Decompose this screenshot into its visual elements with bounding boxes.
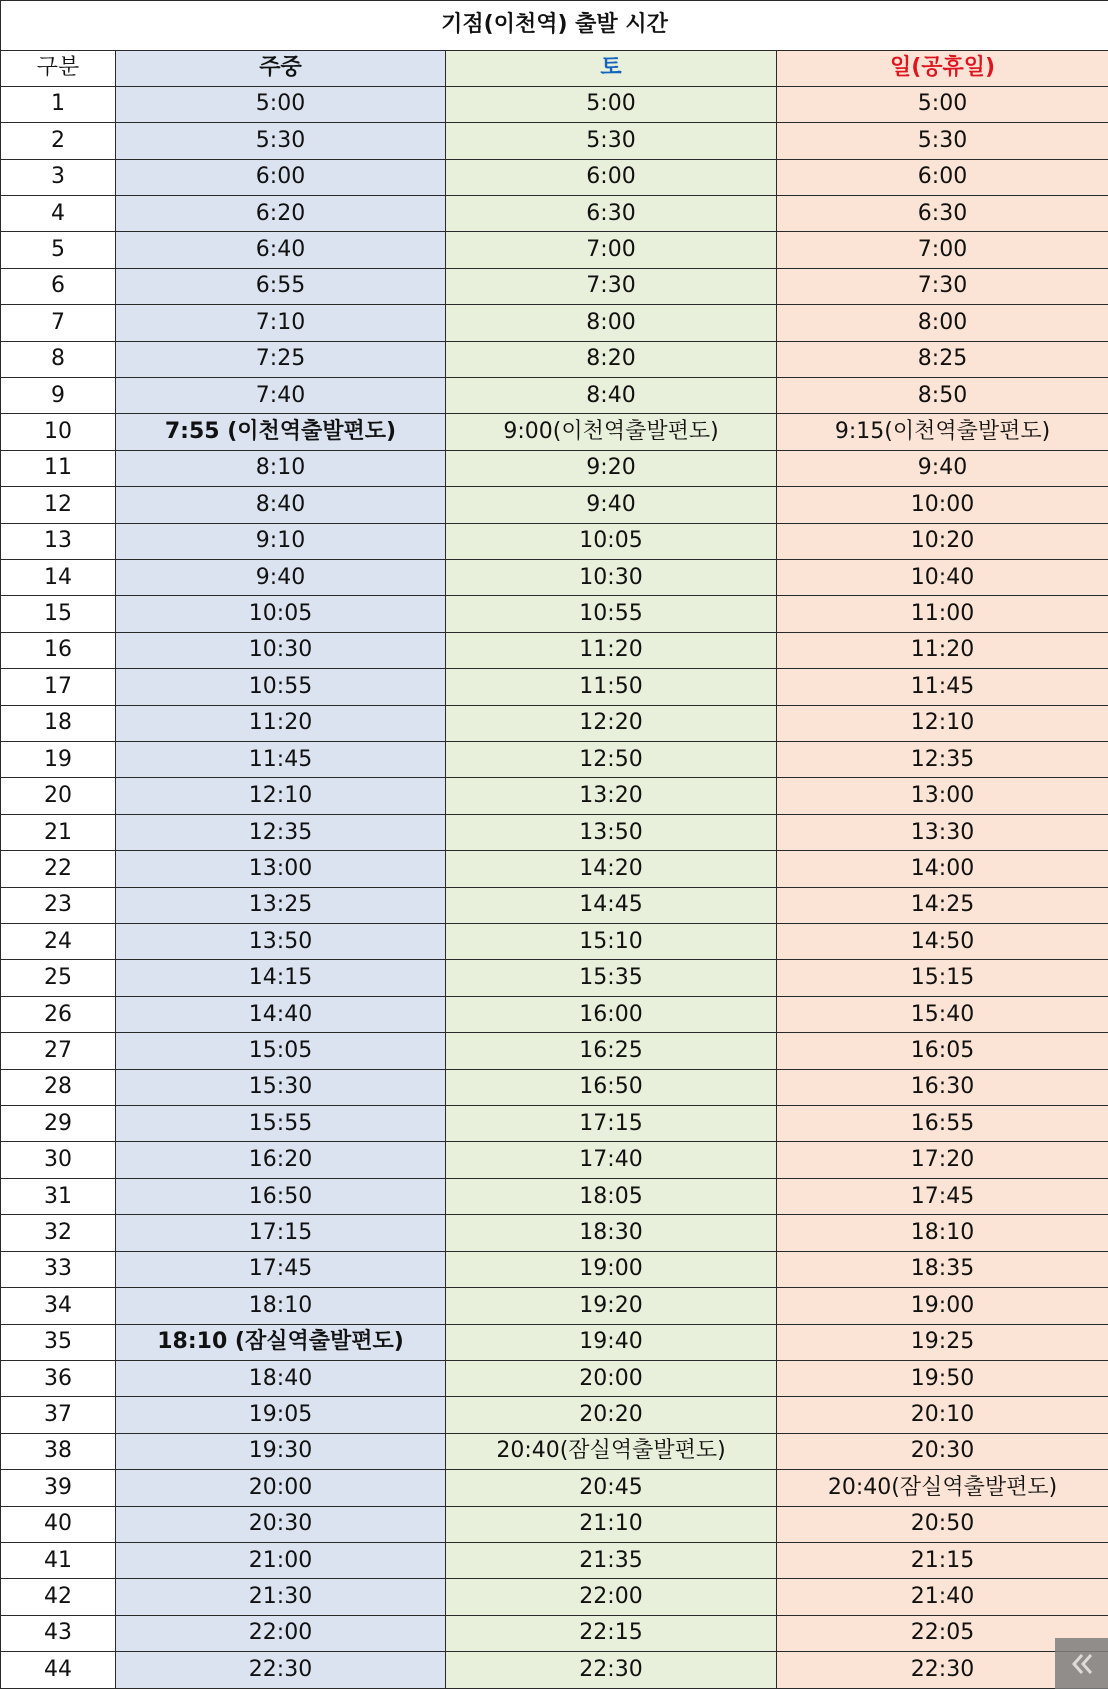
saturday-time: 16:00 (446, 996, 777, 1032)
weekday-time: 19:30 (116, 1433, 446, 1469)
saturday-time: 22:30 (446, 1652, 777, 1689)
sunday-time: 8:00 (777, 305, 1108, 341)
table-row (1, 851, 1108, 887)
table-row (1, 341, 1108, 377)
saturday-time: 6:00 (446, 159, 777, 195)
weekday-time: 18:40 (116, 1360, 446, 1396)
table-row (1, 632, 1108, 668)
sunday-time: 18:10 (777, 1215, 1108, 1251)
row-number: 23 (1, 887, 116, 923)
row-number: 17 (1, 669, 116, 705)
table-row (1, 705, 1108, 741)
header-saturday (446, 50, 777, 86)
saturday-time: 8:40 (446, 377, 777, 413)
weekday-time: 7:25 (116, 341, 446, 377)
row-number: 42 (1, 1579, 116, 1615)
sunday-time: 10:00 (777, 487, 1108, 523)
header-row (1, 50, 1108, 86)
weekday-time: 13:50 (116, 924, 446, 960)
weekday-time: 21:30 (116, 1579, 446, 1615)
table-row (1, 86, 1108, 122)
weekday-time: 20:00 (116, 1470, 446, 1506)
sunday-time: 16:30 (777, 1069, 1108, 1105)
saturday-time: 10:30 (446, 559, 777, 595)
header-sunday (777, 50, 1108, 86)
sunday-time: 14:50 (777, 924, 1108, 960)
saturday-time: 13:20 (446, 778, 777, 814)
weekday-time: 6:40 (116, 232, 446, 268)
table-row (1, 1470, 1108, 1506)
saturday-time: 15:35 (446, 960, 777, 996)
table-row (1, 669, 1108, 705)
row-number: 43 (1, 1615, 116, 1651)
row-number: 35 (1, 1324, 116, 1360)
weekday-time: 18:10 (116, 1288, 446, 1324)
table-row (1, 305, 1108, 341)
weekday-time: 7:55 (이천역출발편도) (116, 414, 446, 450)
sunday-time: 8:50 (777, 377, 1108, 413)
row-number: 9 (1, 377, 116, 413)
table-row (1, 195, 1108, 231)
weekday-time: 8:10 (116, 450, 446, 486)
sunday-time: 5:00 (777, 86, 1108, 122)
weekday-time: 12:10 (116, 778, 446, 814)
sunday-time: 5:30 (777, 123, 1108, 159)
table-row (1, 742, 1108, 778)
sunday-time: 21:40 (777, 1579, 1108, 1615)
row-number: 33 (1, 1251, 116, 1287)
saturday-time: 13:50 (446, 814, 777, 850)
row-number: 2 (1, 123, 116, 159)
row-number: 38 (1, 1433, 116, 1469)
table-row (1, 159, 1108, 195)
header-weekday (116, 50, 446, 86)
sunday-time: 9:40 (777, 450, 1108, 486)
saturday-time: 22:15 (446, 1615, 777, 1651)
row-number: 8 (1, 341, 116, 377)
row-number: 24 (1, 924, 116, 960)
row-number: 40 (1, 1506, 116, 1542)
saturday-time: 16:25 (446, 1033, 777, 1069)
row-number: 34 (1, 1288, 116, 1324)
sunday-time: 10:40 (777, 559, 1108, 595)
sunday-time: 19:25 (777, 1324, 1108, 1360)
sunday-time: 11:45 (777, 669, 1108, 705)
row-number: 21 (1, 814, 116, 850)
saturday-time: 10:05 (446, 523, 777, 559)
saturday-time: 9:00(이천역출발편도) (446, 414, 777, 450)
saturday-time: 18:30 (446, 1215, 777, 1251)
saturday-time: 18:05 (446, 1178, 777, 1214)
weekday-time: 20:30 (116, 1506, 446, 1542)
saturday-time: 6:30 (446, 195, 777, 231)
title-row (1, 1, 1108, 51)
table-row (1, 1142, 1108, 1178)
table-row (1, 960, 1108, 996)
weekday-time: 8:40 (116, 487, 446, 523)
header-weekday-label: 주중 (259, 55, 302, 81)
saturday-time: 9:40 (446, 487, 777, 523)
weekday-time: 6:55 (116, 268, 446, 304)
sunday-time: 16:05 (777, 1033, 1108, 1069)
sunday-time: 14:25 (777, 887, 1108, 923)
row-number: 4 (1, 195, 116, 231)
sunday-time: 17:45 (777, 1178, 1108, 1214)
table-row (1, 487, 1108, 523)
table-row (1, 1069, 1108, 1105)
sunday-time: 6:00 (777, 159, 1108, 195)
row-number: 44 (1, 1652, 116, 1689)
saturday-time: 8:00 (446, 305, 777, 341)
sunday-time: 19:50 (777, 1360, 1108, 1396)
weekday-time: 9:40 (116, 559, 446, 595)
table-row (1, 377, 1108, 413)
scroll-left-button[interactable] (1055, 1638, 1108, 1689)
row-number: 5 (1, 232, 116, 268)
weekday-time: 15:05 (116, 1033, 446, 1069)
saturday-time: 9:20 (446, 450, 777, 486)
row-number: 26 (1, 996, 116, 1032)
sunday-time: 7:00 (777, 232, 1108, 268)
weekday-time: 6:00 (116, 159, 446, 195)
saturday-time: 12:20 (446, 705, 777, 741)
table-row (1, 123, 1108, 159)
saturday-time: 11:50 (446, 669, 777, 705)
table-row (1, 1542, 1108, 1578)
sunday-time: 15:40 (777, 996, 1108, 1032)
row-number: 39 (1, 1470, 116, 1506)
table-row (1, 1506, 1108, 1542)
table-row (1, 1324, 1108, 1360)
saturday-time: 12:50 (446, 742, 777, 778)
sunday-time: 20:40(잠실역출발편도) (777, 1470, 1108, 1506)
weekday-time: 14:40 (116, 996, 446, 1032)
table-row (1, 996, 1108, 1032)
sunday-time: 14:00 (777, 851, 1108, 887)
row-number: 41 (1, 1542, 116, 1578)
weekday-time: 17:45 (116, 1251, 446, 1287)
sunday-time: 19:00 (777, 1288, 1108, 1324)
header-no: 구분 (1, 50, 116, 86)
table-row (1, 1251, 1108, 1287)
row-number: 19 (1, 742, 116, 778)
row-number: 22 (1, 851, 116, 887)
row-number: 6 (1, 268, 116, 304)
table-row (1, 232, 1108, 268)
saturday-time: 15:10 (446, 924, 777, 960)
saturday-time: 20:20 (446, 1397, 777, 1433)
row-number: 29 (1, 1106, 116, 1142)
row-number: 30 (1, 1142, 116, 1178)
weekday-time: 13:00 (116, 851, 446, 887)
table-row (1, 414, 1108, 450)
table-row (1, 924, 1108, 960)
weekday-time: 9:10 (116, 523, 446, 559)
sunday-time: 6:30 (777, 195, 1108, 231)
weekday-time: 19:05 (116, 1397, 446, 1433)
saturday-time: 7:00 (446, 232, 777, 268)
row-number: 11 (1, 450, 116, 486)
weekday-time: 13:25 (116, 887, 446, 923)
row-number: 14 (1, 559, 116, 595)
sunday-time: 13:30 (777, 814, 1108, 850)
weekday-time: 15:55 (116, 1106, 446, 1142)
weekday-time: 7:40 (116, 377, 446, 413)
table-row (1, 559, 1108, 595)
weekday-time: 15:30 (116, 1069, 446, 1105)
weekday-time: 22:00 (116, 1615, 446, 1651)
saturday-time: 20:00 (446, 1360, 777, 1396)
weekday-time: 11:45 (116, 742, 446, 778)
table-row (1, 1033, 1108, 1069)
sunday-time: 12:35 (777, 742, 1108, 778)
table-title: 기점(이천역) 출발 시간 (1, 1, 1108, 51)
sunday-time: 20:10 (777, 1397, 1108, 1433)
table-row (1, 523, 1108, 559)
weekday-time: 6:20 (116, 195, 446, 231)
weekday-time: 7:10 (116, 305, 446, 341)
sunday-time: 16:55 (777, 1106, 1108, 1142)
sunday-time: 11:20 (777, 632, 1108, 668)
row-number: 37 (1, 1397, 116, 1433)
row-number: 13 (1, 523, 116, 559)
sunday-time: 13:00 (777, 778, 1108, 814)
weekday-time: 11:20 (116, 705, 446, 741)
table-row (1, 450, 1108, 486)
row-number: 7 (1, 305, 116, 341)
timetable-body (1, 1, 1108, 1689)
saturday-time: 20:40(잠실역출발편도) (446, 1433, 777, 1469)
table-row (1, 1615, 1108, 1651)
weekday-time: 18:10 (잠실역출발편도) (116, 1324, 446, 1360)
weekday-time: 12:35 (116, 814, 446, 850)
table-row (1, 887, 1108, 923)
saturday-time: 20:45 (446, 1470, 777, 1506)
saturday-time: 19:00 (446, 1251, 777, 1287)
sunday-time: 21:15 (777, 1542, 1108, 1578)
row-number: 36 (1, 1360, 116, 1396)
table-row (1, 1433, 1108, 1469)
saturday-time: 5:30 (446, 123, 777, 159)
saturday-time: 8:20 (446, 341, 777, 377)
saturday-time: 5:00 (446, 86, 777, 122)
row-number: 16 (1, 632, 116, 668)
table-row (1, 268, 1108, 304)
weekday-time: 14:15 (116, 960, 446, 996)
sunday-time: 9:15(이천역출발편도) (777, 414, 1108, 450)
table-row (1, 778, 1108, 814)
saturday-time: 16:50 (446, 1069, 777, 1105)
saturday-time: 21:10 (446, 1506, 777, 1542)
sunday-time: 10:20 (777, 523, 1108, 559)
weekday-time: 16:50 (116, 1178, 446, 1214)
row-number: 32 (1, 1215, 116, 1251)
row-number: 3 (1, 159, 116, 195)
sunday-time: 11:00 (777, 596, 1108, 632)
weekday-time: 10:05 (116, 596, 446, 632)
row-number: 12 (1, 487, 116, 523)
table-row (1, 1397, 1108, 1433)
table-row (1, 1579, 1108, 1615)
sunday-time: 15:15 (777, 960, 1108, 996)
header-sunday-label: 일(공휴일) (889, 55, 996, 81)
saturday-time: 17:15 (446, 1106, 777, 1142)
sunday-time: 18:35 (777, 1251, 1108, 1287)
weekday-time: 21:00 (116, 1542, 446, 1578)
table-row (1, 814, 1108, 850)
saturday-time: 10:55 (446, 596, 777, 632)
weekday-time: 10:30 (116, 632, 446, 668)
header-saturday-label: 토 (600, 55, 622, 81)
saturday-time: 19:20 (446, 1288, 777, 1324)
sunday-time: 8:25 (777, 341, 1108, 377)
sunday-time: 22:05 (777, 1615, 1108, 1651)
weekday-time: 16:20 (116, 1142, 446, 1178)
row-number: 18 (1, 705, 116, 741)
double-chevron-left-icon (1067, 1649, 1097, 1679)
saturday-time: 17:40 (446, 1142, 777, 1178)
table-row (1, 1106, 1108, 1142)
table-row (1, 1288, 1108, 1324)
saturday-time: 14:20 (446, 851, 777, 887)
table-row (1, 1215, 1108, 1251)
sunday-time: 20:30 (777, 1433, 1108, 1469)
weekday-time: 17:15 (116, 1215, 446, 1251)
row-number: 27 (1, 1033, 116, 1069)
row-number: 10 (1, 414, 116, 450)
sunday-time: 22:30 (777, 1652, 1108, 1689)
table-row (1, 596, 1108, 632)
row-number: 31 (1, 1178, 116, 1214)
weekday-time: 22:30 (116, 1652, 446, 1689)
row-number: 20 (1, 778, 116, 814)
row-number: 15 (1, 596, 116, 632)
row-number: 25 (1, 960, 116, 996)
weekday-time: 5:30 (116, 123, 446, 159)
saturday-time: 11:20 (446, 632, 777, 668)
table-row (1, 1652, 1108, 1689)
sunday-time: 20:50 (777, 1506, 1108, 1542)
row-number: 1 (1, 86, 116, 122)
table-row (1, 1178, 1108, 1214)
row-number: 28 (1, 1069, 116, 1105)
saturday-time: 19:40 (446, 1324, 777, 1360)
weekday-time: 10:55 (116, 669, 446, 705)
sunday-time: 7:30 (777, 268, 1108, 304)
table-row (1, 1360, 1108, 1396)
saturday-time: 22:00 (446, 1579, 777, 1615)
sunday-time: 12:10 (777, 705, 1108, 741)
sunday-time: 17:20 (777, 1142, 1108, 1178)
saturday-time: 14:45 (446, 887, 777, 923)
saturday-time: 21:35 (446, 1542, 777, 1578)
weekday-time: 5:00 (116, 86, 446, 122)
saturday-time: 7:30 (446, 268, 777, 304)
